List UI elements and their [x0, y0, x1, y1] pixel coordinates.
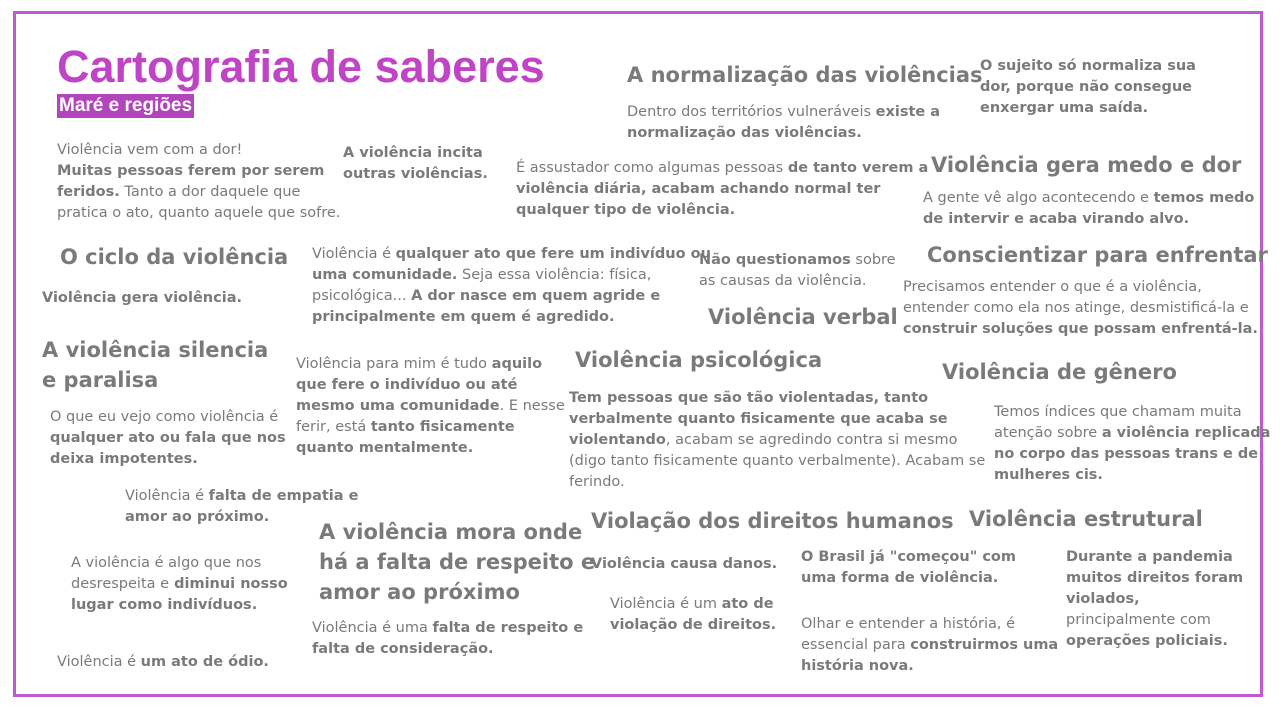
heading-silencia: A violência silencia e paralisa	[42, 338, 269, 392]
heading-psicologica: Violência psicológica	[575, 348, 823, 372]
heading-conscientizar: Conscientizar para enfrentar	[927, 243, 1268, 267]
heading-estrutural: Violência estrutural	[969, 507, 1203, 531]
heading-medo-dor: Violência gera medo e dor	[931, 153, 1242, 177]
note-respeito: Violência é uma falta de respeito e falta de consideração.	[312, 620, 584, 657]
note-assustador: É assustador como algumas pessoas de tanto verem a violência diária, acabam achando normal ter qualquer tipo de violência.	[516, 160, 929, 218]
note-dor: Violência vem com a dor! Muitas pessoas ferem por serem feridos. Tanto a dor daquele que pratica o ato, quanto aquele que sofre.	[57, 142, 341, 221]
note-questionamos: Não questionamos sobre as causas da violência.	[699, 252, 896, 289]
note-territorios: Dentro dos territórios vulneráveis existe a normalização das violências.	[627, 104, 941, 141]
note-qualquer-ato: Violência é qualquer ato que fere um indivíduo ou uma comunidade. Seja essa violência: física, psicológica... A dor nasce em quem agride e principalmente em quem é agredido.	[312, 246, 711, 325]
heading-mora: A violência mora onde há a falta de respeito e amor ao próximo	[319, 520, 596, 604]
note-violacao: Violência é um ato de violação de direitos.	[610, 596, 777, 633]
note-pessoas: Tem pessoas que são tão violentadas, tanto verbalmente quanto fisicamente que acaba se violentando, acabam se agredindo contra si mesmo (digo tanto fisicamente quanto verbalmente). Acabam se ferindo.	[569, 390, 986, 490]
note-desrespeita: A violência é algo que nos desrespeita e diminui nosso lugar como indivíduos.	[71, 555, 288, 613]
note-medo: A gente vê algo acontecendo e temos medo de intervir e acaba virando alvo.	[923, 190, 1255, 227]
note-empatia: Violência é falta de empatia e amor ao próximo.	[125, 488, 359, 525]
heading-ciclo: O ciclo da violência	[60, 245, 289, 269]
heading-genero: Violência de gênero	[942, 360, 1177, 384]
note-odio: Violência é um ato de ódio.	[57, 654, 269, 670]
note-brasil: O Brasil já "começou" com uma forma de violência.	[801, 549, 1016, 586]
note-precisamos: Precisamos entender o que é a violência, entender como ela nos atinge, desmistificá-la e construir soluções que possam enfrentá-la.	[903, 279, 1258, 337]
note-incita: A violência incita outras violências.	[343, 145, 488, 182]
note-danos: Violência causa danos.	[591, 556, 778, 572]
page-title: Cartografia de saberes	[57, 41, 545, 92]
heading-normalizacao: A normalização das violências	[627, 63, 983, 87]
heading-verbal: Violência verbal	[708, 305, 898, 329]
page-subtitle: Maré e regiões	[59, 95, 193, 116]
note-pandemia: Durante a pandemia muitos direitos foram violados, principalmente com operações policiais.	[1066, 549, 1244, 649]
note-para-mim: Violência para mim é tudo aquilo que fere o indivíduo ou até mesmo uma comunidade. E nesse ferir, está tanto fisicamente quanto mentalmente.	[296, 356, 565, 456]
note-indices: Temos índices que chamam muita atenção sobre a violência replicada no corpo das pessoas trans e de mulheres cis.	[994, 404, 1271, 483]
note-vejo: O que eu vejo como violência é qualquer ato ou fala que nos deixa impotentes.	[50, 409, 286, 467]
note-historia: Olhar e entender a história, é essencial para construirmos uma história nova.	[801, 616, 1059, 674]
note-gera: Violência gera violência.	[42, 290, 242, 306]
note-sujeito: O sujeito só normaliza sua dor, porque não consegue enxergar uma saída.	[980, 58, 1196, 116]
heading-direitos: Violação dos direitos humanos	[591, 509, 954, 533]
